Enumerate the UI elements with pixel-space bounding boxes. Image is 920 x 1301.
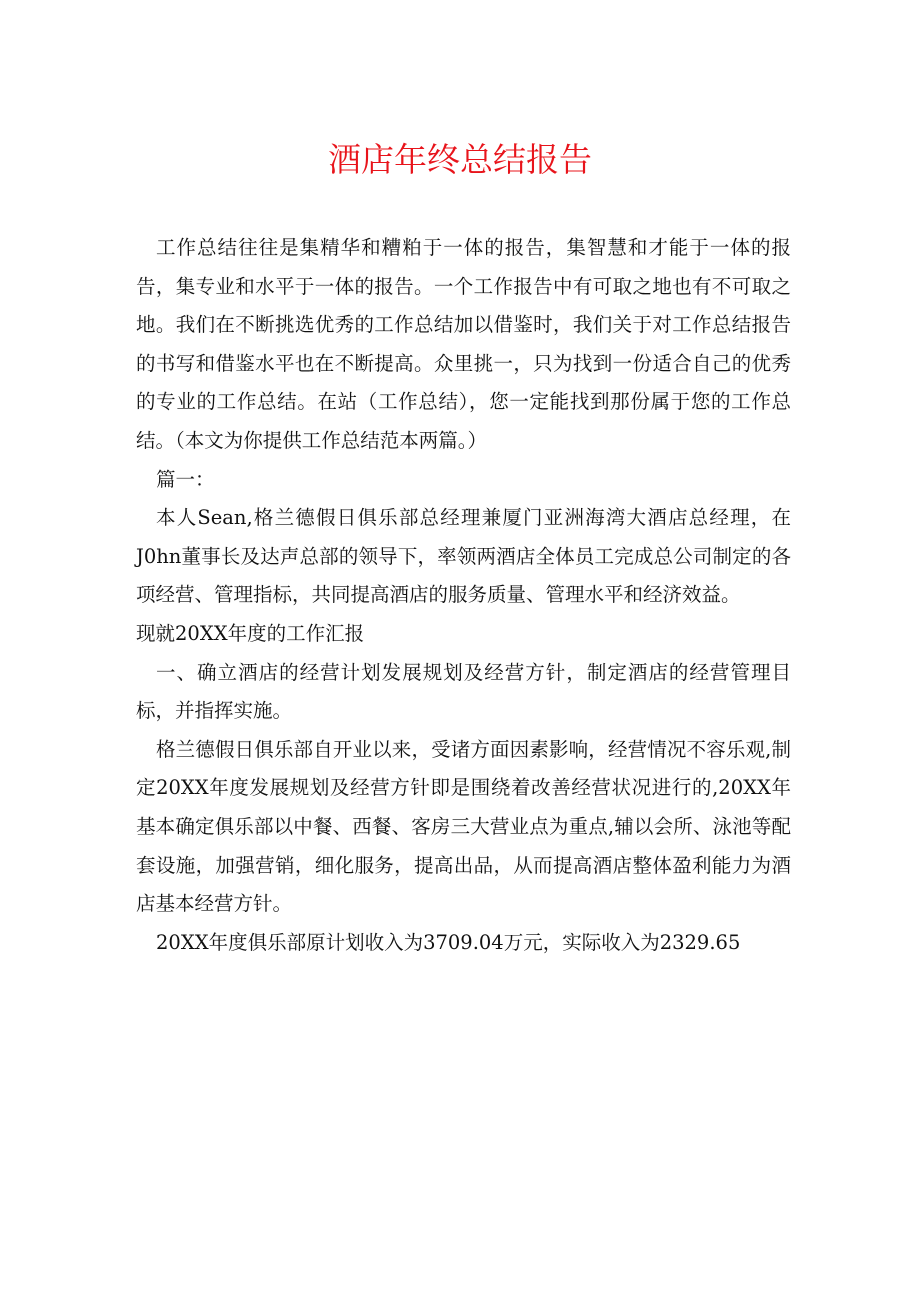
body-paragraph: 现就20XX年度的工作汇报	[136, 621, 365, 645]
intro-paragraph: 工作总结往往是集精华和糟粕于一体的报告，集智慧和才能于一体的报告，集专业和水平于一体的报告。一个工作报告中有可取之地也有不可取之地。我们在不断挑选优秀的工作总结加以借鉴时，我们关于对工作总结报告的书写和借鉴水平也在不断提高。众里挑一，只为找到一份适合自己的优秀的专业的工作总结。在站（工作总结），您一定能找到那份属于您的工作总结。（本文为你提供工作总结范本两篇。）	[136, 236, 791, 452]
document-title: 酒店年终总结报告	[328, 140, 592, 179]
heading-paragraph: 一、确立酒店的经营计划发展规划及经营方针，制定酒店的经营管理目标，并指挥实施。	[136, 660, 791, 723]
body-paragraph: 本人Sean,格兰德假日俱乐部总经理兼厦门亚洲海湾大酒店总经理，在J0hn董事长及达声总部的领导下，率领两酒店全体员工完成总公司制定的各项经营、管理指标，共同提高酒店的服务质量、管理水平和经济效益。	[136, 506, 791, 607]
section-label: 篇一：	[156, 467, 215, 491]
body-paragraph: 20XX年度俱乐部原计划收入为3709.04万元，实际收入为2329.65	[156, 930, 741, 954]
body-paragraph: 格兰德假日俱乐部自开业以来，受诸方面因素影响，经营情况不容乐观,制定20XX年度发展规划及经营方针即是围绕着改善经营状况进行的,20XX年基本确定俱乐部以中餐、西餐、客房三大营业点为重点,辅以会所、泳池等配套设施，加强营销，细化服务，提高出品，从而提高酒店整体盈利能力为酒店基本经营方针。	[136, 737, 791, 916]
document-body	[136, 229, 791, 962]
